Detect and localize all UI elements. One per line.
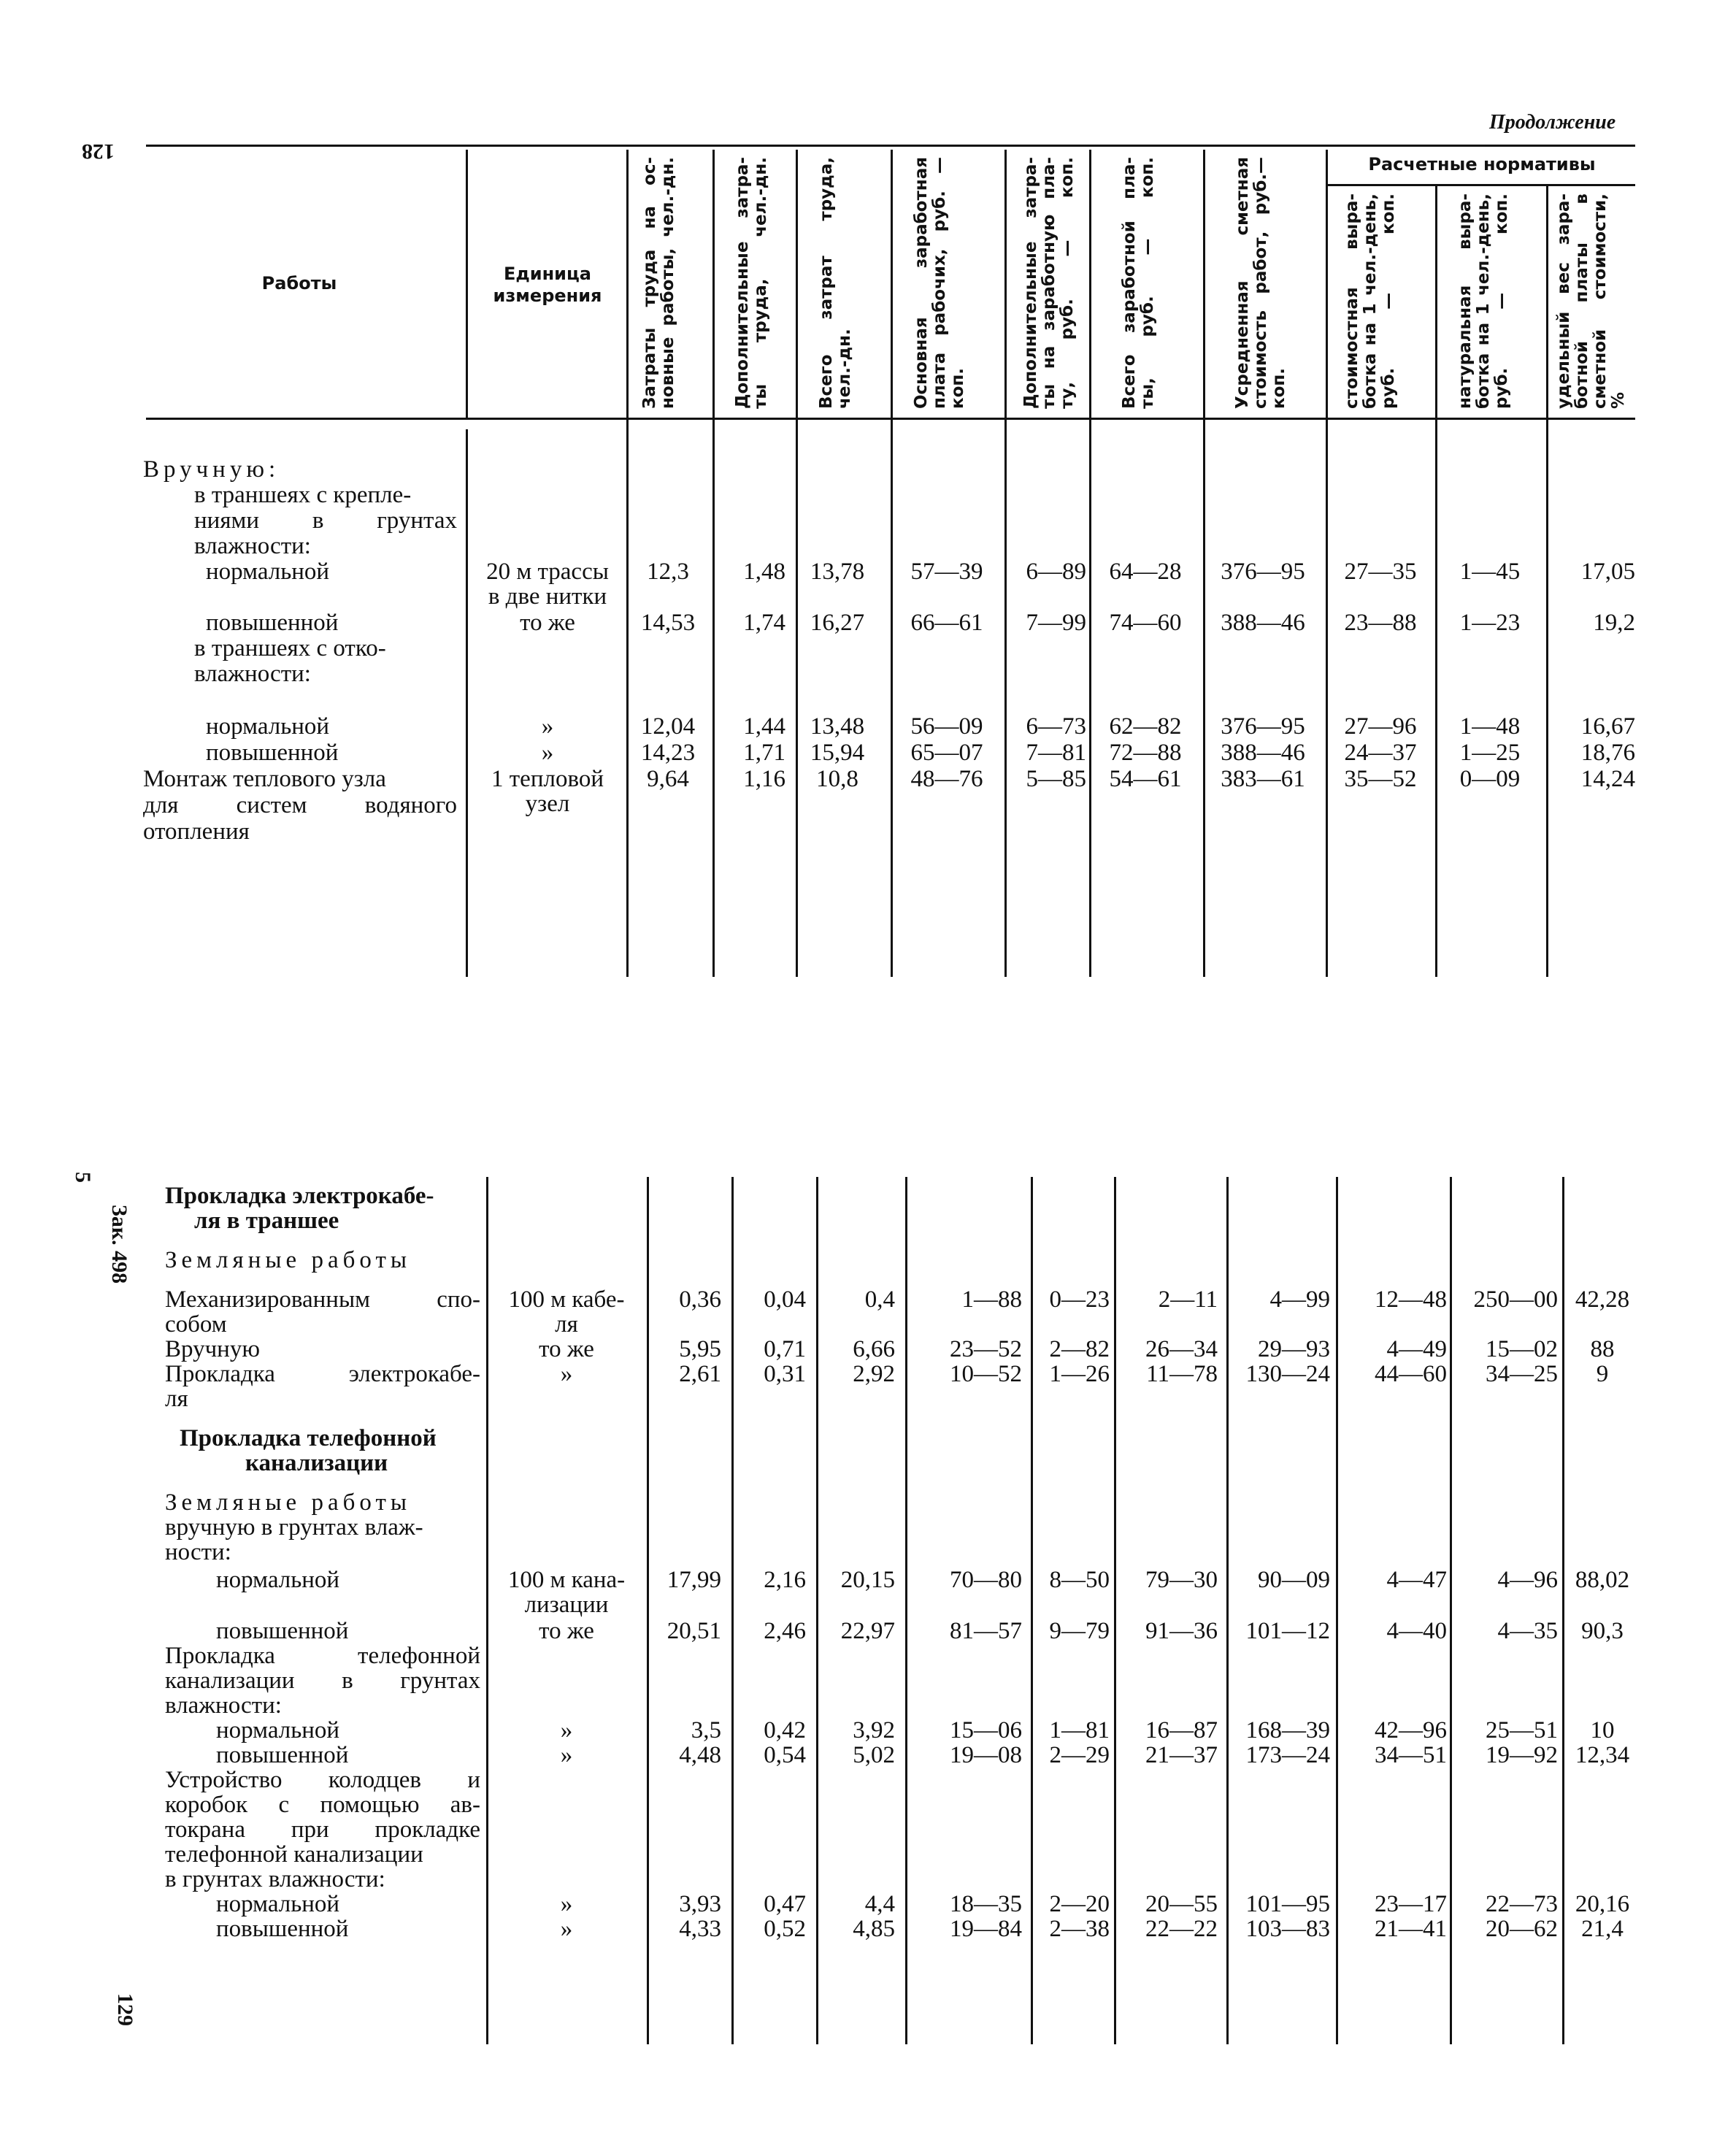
value-cell: 79—30 <box>1145 1567 1218 1593</box>
value-cell: 8—50 <box>1049 1567 1110 1593</box>
unit-cell: » <box>560 1361 573 1387</box>
value-cell: 56—09 <box>910 713 983 740</box>
work-line: Монтаж теплового узла <box>143 766 386 792</box>
value-cell: 1—45 <box>1459 559 1521 585</box>
section-heading: Прокладка телефонной <box>180 1425 437 1451</box>
value-cell: 20,51 <box>666 1618 721 1644</box>
value-cell: 21—37 <box>1145 1742 1218 1768</box>
value-cell: 9—79 <box>1049 1618 1110 1644</box>
header-wage-share: удельный вес зара- ботной платы в сметной стоимости, % <box>1554 193 1628 409</box>
unit-cell: узел <box>525 791 570 817</box>
value-cell: 11—78 <box>1146 1361 1218 1387</box>
value-cell: 13,48 <box>810 713 865 740</box>
unit-cell: » <box>560 1717 573 1743</box>
value-cell: 57—39 <box>910 559 983 585</box>
value-cell: 1—23 <box>1459 610 1521 636</box>
value-cell: 20,16 <box>1575 1891 1630 1917</box>
value-cell: 18,76 <box>1580 740 1635 766</box>
work-line: влажности: <box>194 661 311 687</box>
value-cell: 4—47 <box>1386 1567 1447 1593</box>
work-line: Вручную: <box>143 456 280 483</box>
value-cell: 0,54 <box>764 1742 806 1768</box>
header-basic-wage: Основная заработная плата рабочих, руб. — коп. <box>912 157 967 409</box>
value-cell: 2,61 <box>679 1361 721 1387</box>
subsection-heading: Земляные работы <box>165 1247 412 1273</box>
value-cell: 14,24 <box>1580 766 1635 792</box>
value-cell: 383—61 <box>1221 766 1305 792</box>
value-cell: 4,85 <box>853 1916 895 1942</box>
value-cell: 10,8 <box>816 766 858 792</box>
value-cell: 29—93 <box>1258 1336 1330 1362</box>
value-cell: 14,53 <box>640 610 696 636</box>
value-cell: 15—06 <box>950 1717 1022 1743</box>
value-cell: 12—48 <box>1375 1286 1447 1313</box>
unit-cell: ля <box>555 1311 578 1338</box>
value-cell: 12,3 <box>647 559 689 585</box>
value-cell: 19—08 <box>950 1742 1022 1768</box>
value-cell: 66—61 <box>910 610 983 636</box>
value-cell: 72—88 <box>1109 740 1182 766</box>
work-line: ности: <box>165 1539 231 1565</box>
value-cell: 1,44 <box>743 713 785 740</box>
value-cell: 16,27 <box>810 610 865 636</box>
value-cell: 3,92 <box>853 1717 895 1743</box>
value-cell: 101—95 <box>1245 1891 1330 1917</box>
value-cell: 22,97 <box>840 1618 895 1644</box>
value-cell: 0—09 <box>1459 766 1521 792</box>
value-cell: 17,99 <box>666 1567 721 1593</box>
value-cell: 101—12 <box>1245 1618 1330 1644</box>
value-cell: 4,4 <box>864 1891 895 1917</box>
work-line: токрана при прокладке <box>165 1817 480 1843</box>
value-cell: 6—73 <box>1026 713 1086 740</box>
value-cell: 1,48 <box>743 559 785 585</box>
work-line: для систем водяного <box>143 792 457 818</box>
unit-cell: » <box>560 1891 573 1917</box>
value-cell: 70—80 <box>950 1567 1022 1593</box>
work-line: Устройство колодцев и <box>165 1767 480 1793</box>
work-line: Прокладка телефонной <box>165 1643 480 1669</box>
value-cell: 0,04 <box>764 1286 806 1313</box>
section-heading: Прокладка электрокабе- <box>165 1183 434 1209</box>
value-cell: 2—38 <box>1049 1916 1110 1942</box>
value-cell: 16—87 <box>1145 1717 1218 1743</box>
unit-cell: » <box>560 1742 573 1768</box>
header-avg-cost: Усредненная сметная стоимость работ, руб.— коп. <box>1233 157 1288 409</box>
value-cell: 3,5 <box>691 1717 721 1743</box>
value-cell: 4,48 <box>679 1742 721 1768</box>
section-heading: ля в траншее <box>194 1208 339 1234</box>
value-cell: 13,78 <box>810 559 865 585</box>
work-line: нормальной <box>216 1717 340 1743</box>
header-total-wage: Всего заработной пла- ты, руб. — коп. <box>1120 157 1157 409</box>
work-line: Прокладка электрокабе- <box>165 1361 480 1387</box>
value-cell: 9,64 <box>647 766 689 792</box>
value-cell: 27—96 <box>1344 713 1417 740</box>
value-cell: 376—95 <box>1221 559 1305 585</box>
unit-cell: 100 м кабе- <box>508 1286 625 1313</box>
value-cell: 27—35 <box>1344 559 1417 585</box>
header-extra-wage: Дополнительные затра- ты на заработную пла- ту, руб. — коп. <box>1021 157 1077 409</box>
value-cell: 88,02 <box>1575 1567 1630 1593</box>
value-cell: 22—22 <box>1145 1916 1218 1942</box>
work-line: повышенной <box>216 1916 349 1942</box>
work-line: повышенной <box>206 610 339 636</box>
value-cell: 2—20 <box>1049 1891 1110 1917</box>
value-cell: 22—73 <box>1486 1891 1558 1917</box>
work-line: повышенной <box>206 740 339 766</box>
value-cell: 0—23 <box>1049 1286 1110 1313</box>
value-cell: 103—83 <box>1245 1916 1330 1942</box>
unit-cell: 100 м кана- <box>507 1567 626 1593</box>
value-cell: 2,46 <box>764 1618 806 1644</box>
value-cell: 4—49 <box>1386 1336 1447 1362</box>
work-line: повышенной <box>216 1742 349 1768</box>
value-cell: 19,2 <box>1593 610 1635 636</box>
work-line: в траншеях с отко- <box>194 635 386 661</box>
value-cell: 23—17 <box>1375 1891 1447 1917</box>
unit-cell: » <box>541 713 554 740</box>
value-cell: 91—36 <box>1145 1618 1218 1644</box>
value-cell: 23—88 <box>1344 610 1417 636</box>
value-cell: 2—11 <box>1158 1286 1218 1313</box>
value-cell: 2—82 <box>1049 1336 1110 1362</box>
value-cell: 90,3 <box>1581 1618 1624 1644</box>
unit-cell: в две нитки <box>488 583 607 610</box>
value-cell: 14,23 <box>640 740 696 766</box>
value-cell: 9 <box>1596 1361 1609 1387</box>
value-cell: 10 <box>1590 1717 1615 1743</box>
value-cell: 2,16 <box>764 1567 806 1593</box>
value-cell: 4—40 <box>1386 1618 1447 1644</box>
value-cell: 16,67 <box>1580 713 1635 740</box>
value-cell: 65—07 <box>910 740 983 766</box>
value-cell: 6,66 <box>853 1336 895 1362</box>
value-cell: 0,4 <box>864 1286 895 1313</box>
value-cell: 12,34 <box>1575 1742 1630 1768</box>
value-cell: 1—88 <box>961 1286 1022 1313</box>
unit-cell: то же <box>539 1618 594 1644</box>
work-line: ниями в грунтах <box>194 507 457 534</box>
work-line: повышенной <box>216 1618 349 1644</box>
value-cell: 62—82 <box>1109 713 1182 740</box>
header-extra-labor: Дополнительные затра- ты труда, чел.-дн. <box>733 157 770 409</box>
value-cell: 64—28 <box>1109 559 1182 585</box>
value-cell: 173—24 <box>1245 1742 1330 1768</box>
work-line: собом <box>165 1311 227 1338</box>
work-line: в грунтах влажности: <box>165 1866 385 1892</box>
value-cell: 24—37 <box>1344 740 1417 766</box>
work-line: нормальной <box>206 713 330 740</box>
value-cell: 0,36 <box>679 1286 721 1313</box>
bottom-page-number: 129 <box>113 1993 137 2026</box>
value-cell: 0,47 <box>764 1891 806 1917</box>
value-cell: 0,52 <box>764 1916 806 1942</box>
work-line: коробок с помощью ав- <box>165 1792 480 1818</box>
value-cell: 2—29 <box>1049 1742 1110 1768</box>
unit-cell: » <box>541 740 554 766</box>
value-cell: 1—25 <box>1459 740 1521 766</box>
value-cell: 1,16 <box>743 766 785 792</box>
value-cell: 1—81 <box>1049 1717 1110 1743</box>
value-cell: 7—81 <box>1026 740 1086 766</box>
work-line: в траншеях с крепле- <box>194 482 412 508</box>
value-cell: 21—41 <box>1375 1916 1447 1942</box>
value-cell: 20—62 <box>1486 1916 1558 1942</box>
unit-cell: » <box>560 1916 573 1942</box>
unit-cell: то же <box>539 1336 594 1362</box>
value-cell: 35—52 <box>1344 766 1417 792</box>
value-cell: 15—02 <box>1486 1336 1558 1362</box>
value-cell: 3,93 <box>679 1891 721 1917</box>
value-cell: 54—61 <box>1109 766 1182 792</box>
work-line: Механизированным спо- <box>165 1286 480 1313</box>
work-line: ля <box>165 1386 188 1412</box>
value-cell: 20—55 <box>1145 1891 1218 1917</box>
value-cell: 21,4 <box>1581 1916 1624 1942</box>
value-cell: 42,28 <box>1575 1286 1630 1313</box>
value-cell: 1,74 <box>743 610 785 636</box>
value-cell: 90—09 <box>1258 1567 1330 1593</box>
value-cell: 15,94 <box>810 740 865 766</box>
work-line: нормальной <box>206 559 330 585</box>
top-page-number: 128 <box>82 139 115 164</box>
value-cell: 388—46 <box>1221 610 1305 636</box>
value-cell: 4—35 <box>1497 1618 1558 1644</box>
value-cell: 1,71 <box>743 740 785 766</box>
value-cell: 5—85 <box>1026 766 1086 792</box>
unit-cell: лизации <box>524 1592 609 1618</box>
value-cell: 0,31 <box>764 1361 806 1387</box>
unit-cell: то же <box>520 610 575 636</box>
value-cell: 20,15 <box>840 1567 895 1593</box>
work-line: отопления <box>143 818 250 845</box>
value-cell: 44—60 <box>1375 1361 1447 1387</box>
header-total-labor: Всего затрат труда, чел.-дн. <box>817 157 854 409</box>
value-cell: 18—35 <box>950 1891 1022 1917</box>
value-cell: 19—92 <box>1486 1742 1558 1768</box>
value-cell: 81—57 <box>950 1618 1022 1644</box>
header-norms-group: Расчетные нормативы <box>1368 154 1596 174</box>
value-cell: 23—52 <box>950 1336 1022 1362</box>
continuation-label: Продолжение <box>1489 111 1616 134</box>
section-heading: канализации <box>245 1450 388 1476</box>
header-natural-output: натуральная выра- ботка на 1 чел.-день, руб. — коп. <box>1456 193 1511 409</box>
value-cell: 388—46 <box>1221 740 1305 766</box>
value-cell: 4,33 <box>679 1916 721 1942</box>
value-cell: 74—60 <box>1109 610 1182 636</box>
value-cell: 34—51 <box>1375 1742 1447 1768</box>
value-cell: 42—96 <box>1375 1717 1447 1743</box>
work-line: телефонной канализации <box>165 1841 423 1868</box>
work-line: нормальной <box>216 1891 340 1917</box>
value-cell: 0,71 <box>764 1336 806 1362</box>
value-cell: 19—84 <box>950 1916 1022 1942</box>
side-note-order: Зак. 498 <box>107 1205 131 1284</box>
header-works: Работы <box>261 273 337 294</box>
value-cell: 48—76 <box>910 766 983 792</box>
value-cell: 6—89 <box>1026 559 1086 585</box>
value-cell: 0,42 <box>764 1717 806 1743</box>
unit-cell: 1 тепловой <box>491 766 604 792</box>
unit-cell: 20 м трассы <box>486 559 609 585</box>
value-cell: 376—95 <box>1221 713 1305 740</box>
value-cell: 2,92 <box>853 1361 895 1387</box>
side-note-number: 5 <box>71 1172 95 1183</box>
work-line: влажности: <box>194 533 311 559</box>
value-cell: 34—25 <box>1486 1361 1558 1387</box>
work-line: влажности: <box>165 1692 282 1719</box>
value-cell: 10—52 <box>950 1361 1022 1387</box>
value-cell: 5,95 <box>679 1336 721 1362</box>
value-cell: 5,02 <box>853 1742 895 1768</box>
value-cell: 25—51 <box>1486 1717 1558 1743</box>
header-basic-labor: Затраты труда на ос- новные работы, чел.-дн. <box>640 157 677 409</box>
value-cell: 26—34 <box>1145 1336 1218 1362</box>
value-cell: 4—99 <box>1269 1286 1330 1313</box>
work-line: канализации в грунтах <box>165 1668 480 1694</box>
value-cell: 17,05 <box>1580 559 1635 585</box>
work-line: нормальной <box>216 1567 340 1593</box>
value-cell: 250—00 <box>1473 1286 1558 1313</box>
value-cell: 4—96 <box>1497 1567 1558 1593</box>
work-line: Вручную <box>165 1336 260 1362</box>
value-cell: 12,04 <box>640 713 696 740</box>
value-cell: 7—99 <box>1026 610 1086 636</box>
value-cell: 88 <box>1590 1336 1615 1362</box>
header-unit: Единица измерения <box>493 264 602 306</box>
subsection-heading: Земляные работы <box>165 1489 412 1516</box>
value-cell: 1—26 <box>1049 1361 1110 1387</box>
value-cell: 130—24 <box>1245 1361 1330 1387</box>
header-cost-output: стоимостная выра- ботка на 1 чел.-день, руб. — коп. <box>1342 193 1398 409</box>
value-cell: 1—48 <box>1459 713 1521 740</box>
value-cell: 168—39 <box>1245 1717 1330 1743</box>
work-line: вручную в грунтах влаж- <box>165 1514 423 1541</box>
